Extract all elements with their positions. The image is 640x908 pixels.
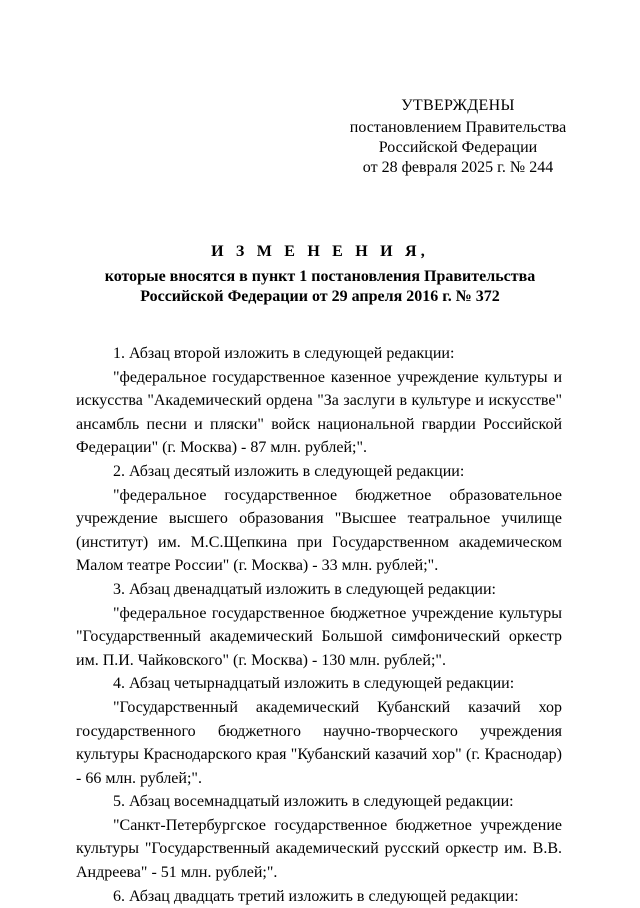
- quoted-paragraph: "федеральное государственное бюджетное учреждение культуры "Государственный академический Большой симфонический оркестр им. П.И. Чайковского" (г. Москва) - 130 млн. рублей;".: [76, 604, 562, 669]
- document-title: И З М Е Н Е Н И Я,: [211, 243, 429, 260]
- document-heading: [60, 241, 580, 307]
- document-body: [76, 342, 562, 908]
- document-subtitle-line: Российской Федерации от 29 апреля 2016 г. № 372: [140, 288, 500, 305]
- instruction-paragraph: 2. Абзац десятый изложить в следующей редакции:: [113, 462, 465, 480]
- quoted-paragraph: "федеральное государственное казенное учреждение культуры и искусства "Академический ордена "За заслуги в культуре и искусстве" ансамбль песни и пляски" войск национальной гвардии Российской Федерации" (г. Москва) - 87 млн. рублей;".: [76, 368, 562, 457]
- quoted-paragraph: "Государственный академический Кубанский казачий хор государственного бюджетного научно-творческого учреждения культуры Краснодарского края "Кубанский казачий хор" (г. Краснодар) - 66 млн. рублей;".: [76, 698, 562, 787]
- quoted-paragraph: "федеральное государственное бюджетное образовательное учреждение высшего образования "Высшее театральное училище (институт) им. М.С.Щепкина при Государственном академическом Малом театре России" (г. Москва) - 33 млн. рублей;".: [76, 486, 562, 575]
- instruction-paragraph: 6. Абзац двадцать третий изложить в следующей редакции:: [113, 887, 519, 905]
- approval-stamp: [340, 96, 576, 178]
- instruction-paragraph: 4. Абзац четырнадцатый изложить в следующей редакции:: [113, 675, 515, 693]
- document-subtitle-line: которые вносятся в пункт 1 постановления Правительства: [104, 268, 536, 285]
- instruction-paragraph: 5. Абзац восемнадцатый изложить в следующей редакции:: [113, 793, 514, 811]
- approval-line: Российской Федерации: [378, 139, 538, 156]
- quoted-paragraph: "Санкт-Петербургское государственное бюджетное учреждение культуры "Государственный академический русский оркестр им. В.В. Андреева" - 51 млн. рублей;".: [76, 816, 562, 882]
- approval-title: УТВЕРЖДЕНЫ: [401, 97, 515, 114]
- instruction-paragraph: 3. Абзац двенадцатый изложить в следующей редакции:: [113, 580, 496, 598]
- approval-date: от 28 февраля 2025 г. № 244: [362, 159, 554, 176]
- approval-line: постановлением Правительства: [349, 119, 567, 136]
- instruction-paragraph: 1. Абзац второй изложить в следующей редакции:: [113, 345, 455, 362]
